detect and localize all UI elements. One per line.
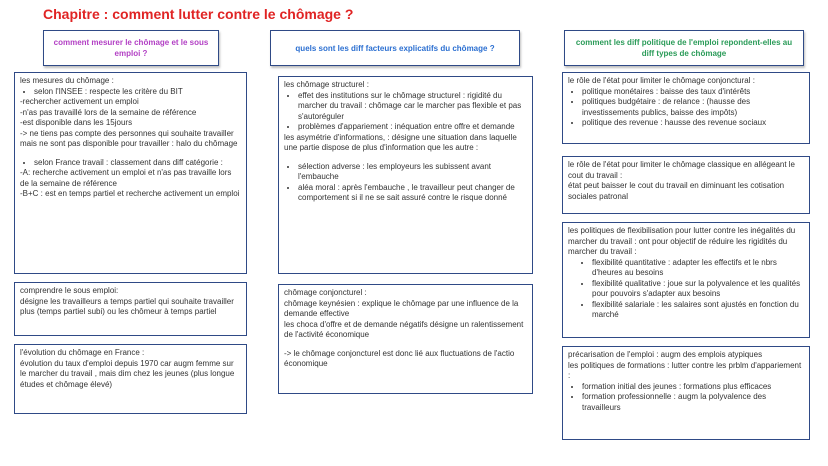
text-line: les asymétrie d'informations, : désigne une situation dans laquelle une partie dispose de plus d'information que les autre : <box>284 132 517 152</box>
text-line: -rechercher activement un emploi <box>20 97 139 106</box>
list-item: • effet des institutions sur le chômage structurel : rigidité du marcher du travail : chômage car le marcher pas flexible et pas s'autoréguler <box>298 91 527 123</box>
header-unemployment-factors <box>270 30 520 66</box>
list-item: • formation initial des jeunes : formations plus efficaces <box>582 382 804 393</box>
box-flexibilisation-policies <box>562 222 810 338</box>
box-structural-unemployment <box>278 76 533 274</box>
list-item: • selon France travail : classement dans diff catégorie : <box>34 158 241 169</box>
box-underemployment <box>14 282 247 336</box>
list-item: • selon l'INSEE : respecte les critère du BIT <box>34 87 241 98</box>
text-line: -> ne tiens pas compte des personnes qui souhaite travailler mais ne sont pas disponible pour travailler : halo du chômage <box>20 128 238 148</box>
header-measure-unemployment <box>43 30 219 66</box>
text-line: -B+C : est en temps partiel et recherche activement un emploi <box>20 189 240 198</box>
list-item: • flexibilité qualitative : joue sur la polyvalence et les qualités pour pouvoirs s'adapter aux besoins <box>592 279 804 300</box>
box-title: les politiques de flexibilisation pour lutter contre les inégalités du marcher du travail : ont pour objectif de réduire les rigidités du marcher du travail : <box>568 226 796 256</box>
box-state-role-classical <box>562 156 810 214</box>
list-item: • politique monétaires : baisse des taux d'intérêts <box>582 87 804 98</box>
page-title: Chapitre : comment lutter contre le chômage ? <box>43 6 354 22</box>
text-line: -> le chômage conjoncturel est donc lié aux fluctuations de l'actio économique <box>284 348 515 368</box>
text-line: -n'as pas travaillé lors de la semaine de référence <box>20 107 197 117</box>
text-line: -A: recherche activement un emploi et n'as pas travaille lors de la semaine de référence <box>20 168 232 188</box>
box-title: les mesures du chômage : <box>20 76 114 85</box>
header-label: comment mesurer le chômage et le sous emploi ? <box>53 38 209 58</box>
box-title: chômage conjoncturel : <box>284 288 367 297</box>
header-employment-policies <box>564 30 804 66</box>
text-line: état peut baisser le cout du travail en diminuant les cotisation sociales patronal <box>568 181 785 201</box>
header-label: quels sont les diff facteurs explicatifs du chômage ? <box>295 43 495 53</box>
list-item: • politiques budgétaire : de relance : (hausse des investissements publics, baisse des impôts) <box>582 97 804 118</box>
text-line: chômage keynésien : explique le chômage par une influence de la demande effective <box>284 298 519 318</box>
list-item: • problèmes d'appariement : inéquation entre offre et demande <box>298 122 527 133</box>
header-label: comment les diff politique de l'emploi repondent-elles au diff types de chômage <box>575 38 793 58</box>
list-item: • flexibilité salariale : les salaires sont ajustés en fonction du marché <box>592 300 804 321</box>
text-line: les politiques de formations : lutter contre les prblm d'appariement : <box>568 360 802 380</box>
box-state-role-conjunctural <box>562 72 810 144</box>
box-title: le rôle de l'état pour limiter le chômage classique en allégeant le cout du travail : <box>568 160 795 180</box>
box-unemployment-measures <box>14 72 247 274</box>
box-title: comprendre le sous emploi: <box>20 286 119 295</box>
text-line: désigne les travailleurs a temps partiel qui souhaite travailler plus (temps partiel subi) ou les chômeur à temps partiel <box>20 296 234 316</box>
box-title: l'évolution du chômage en France : <box>20 348 145 357</box>
text-line: évolution du taux d'emploi depuis 1970 car augm femme sur le marcher du travail , mais dim chez les jeunes (plus longue études et chômage élevé) <box>20 358 235 389</box>
list-item: • aléa moral : après l'embauche , le travailleur peut changer de comportement si il ne se sait assuré contre le risque donné <box>298 183 527 204</box>
box-title: le rôle de l'état pour limiter le chômage conjonctural : <box>568 76 755 85</box>
box-training-policies <box>562 346 810 440</box>
box-cyclical-unemployment <box>278 284 533 394</box>
box-title: précarisation de l'emploi : augm des emplois atypiques <box>568 350 763 359</box>
box-unemployment-evolution <box>14 344 247 414</box>
box-title: les chômage structurel : <box>284 80 369 89</box>
list-item: • flexibilité quantitative : adapter les effectifs et le nbrs d'heures au besoins <box>592 258 804 279</box>
list-item: • politique des revenue : hausse des revenue sociaux <box>582 118 804 129</box>
list-item: • sélection adverse : les employeurs les subissent avant l'embauche <box>298 162 527 183</box>
list-item: • formation professionnelle : augm la polyvalence des travailleurs <box>582 392 804 413</box>
text-line: -est disponible dans les 15jours <box>20 118 133 127</box>
text-line: les choca d'offre et de demande négatifs désigne un ralentissement de l'activité économique <box>284 319 524 339</box>
